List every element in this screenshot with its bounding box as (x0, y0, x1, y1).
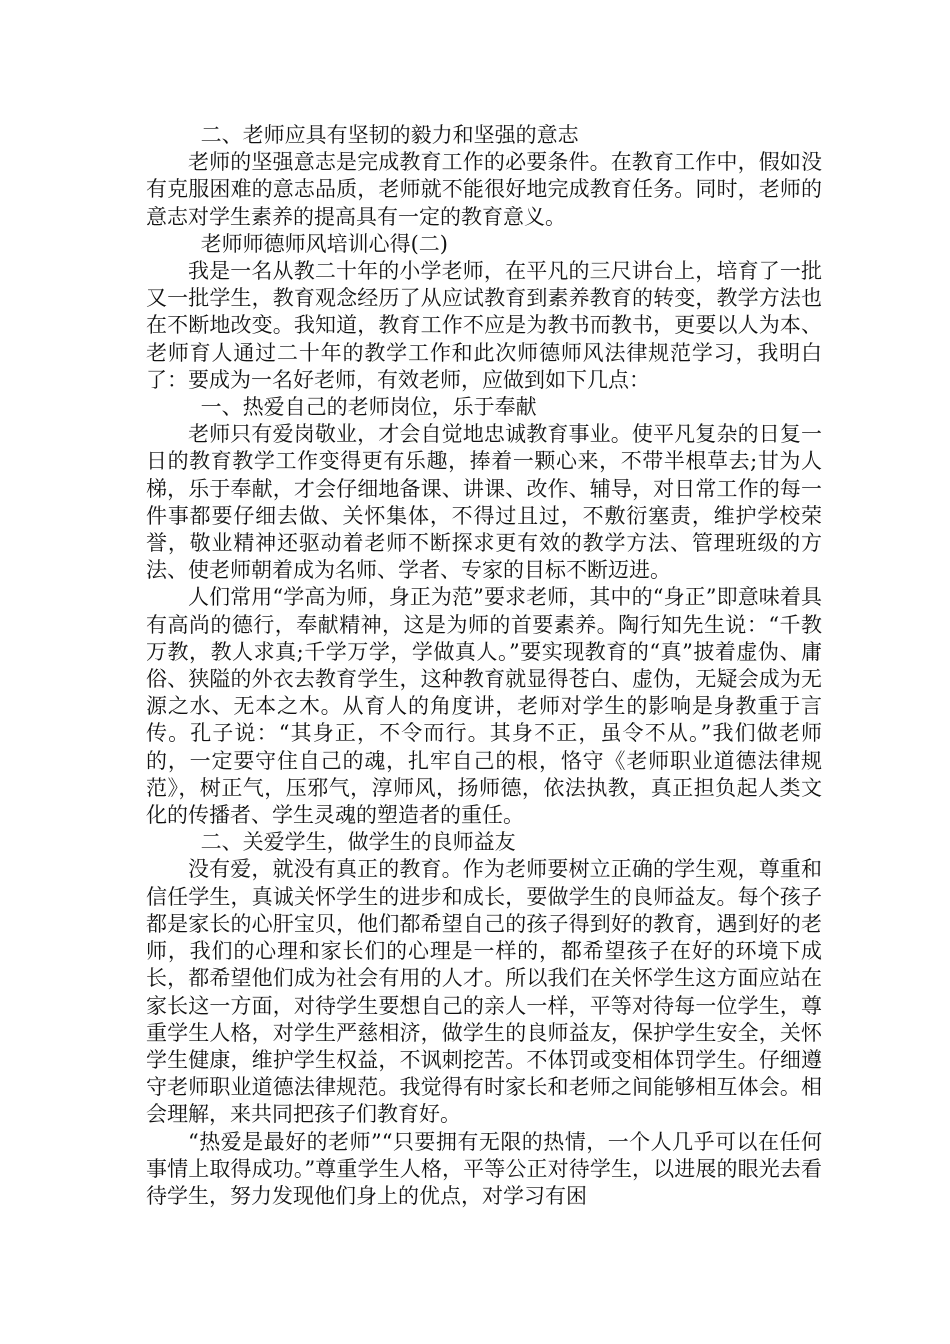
section-heading-perseverance: 二、老师应具有坚韧的毅力和坚强的意志 (200, 123, 579, 147)
document-body (146, 122, 822, 1210)
paragraph-introduction: 我是一名从教二十年的小学老师，在平凡的三尺讲台上，培育了一批又一批学生，教育观念经历了从应试教育到素养教育的转变，教学方法也在不断地改变。我知道，教育工作不应是为教书而教书，更要以人为本、老师育人通过二十年的教学工作和此次师德师风法律规范学习，我明白了：要成为一名好老师，有效老师，应做到如下几点： (146, 259, 822, 392)
paragraph-willpower: 老师的坚强意志是完成教育工作的必要条件。在教育工作中，假如没有克服困难的意志品质，老师就不能很好地完成教育任务。同时，老师的意志对学生素养的提高具有一定的教育意义。 (146, 150, 822, 229)
section-heading-care-students: 二、关爱学生，做学生的良师益友 (200, 830, 516, 855)
paragraph-enthusiasm: “热爱是最好的老师”“只要拥有无限的热情，一个人几乎可以在任何事情上取得成功。”尊重学生人格，平等公正对待学生，以进展的眼光去看待学生，努力发现他们身上的优点，对学习有困 (146, 1129, 822, 1208)
paragraph-dedication: 老师只有爱岗敬业，才会自觉地忠诚教育事业。使平凡复杂的日复一日的教育教学工作变得更有乐趣，捧着一颗心来，不带半根草去;甘为人梯，乐于奉献，才会仔细地备课、讲课、改作、辅导，对日常工作的每一件事都要仔细去做、关怀集体，不得过且过，不敷衍塞责，维护学校荣誉，敬业精神还驱动着老师不断探求更有效的教学方法、管理班级的方法、使老师朝着成为名师、学者、专家的目标不断迈进。 (146, 422, 822, 583)
paragraph-moral-example: 人们常用“学高为师，身正为范”要求老师，其中的“身正”即意味着具有高尚的德行，奉献精神，这是为师的首要素养。陶行知先生说：“千教万教，教人求真;千学万学，学做真人。”要实现教育的“真”披着虚伪、庸俗、狭隘的外衣去教育学生，这种教育就显得苍白、虚伪，无疑会成为无源之水、无本之木。从育人的角度讲，老师对学生的影响是身教重于言传。孔子说：“其身正，不令而行。其身不正，虽令不从。”我们做老师的，一定要守住自己的魂，扎牢自己的根，恪守《老师职业道德法律规范》，树正气，压邪气，淳师风，扬师德，依法执教，真正担负起人类文化的传播者、学生灵魂的塑造者的重任。 (146, 585, 822, 828)
paragraph-care-students: 没有爱，就没有真正的教育。作为老师要树立正确的学生观，尊重和信任学生，真诚关怀学生的进步和成长，要做学生的良师益友。每个孩子都是家长的心肝宝贝，他们都希望自己的孩子得到好的教育，遇到好的老师，我们的心理和家长们的心理是一样的，都希望孩子在好的环境下成长，都希望他们成为社会有用的人才。所以我们在关怀学生这方面应站在家长这一方面，对待学生要想自己的亲人一样，平等对待每一位学生，尊重学生人格，对学生严慈相济，做学生的良师益友，保护学生安全，关怀学生健康，维护学生权益，不讽刺挖苦。不体罚或变相体罚学生。仔细遵守老师职业道德法律规范。我觉得有时家长和老师之间能够相互体会。相会理解，来共同把孩子们教育好。 (146, 857, 822, 1127)
article-title-part-two: 老师师德师风培训心得(二) (200, 231, 448, 256)
section-heading-love-job: 一、热爱自己的老师岗位，乐于奉献 (200, 395, 537, 420)
